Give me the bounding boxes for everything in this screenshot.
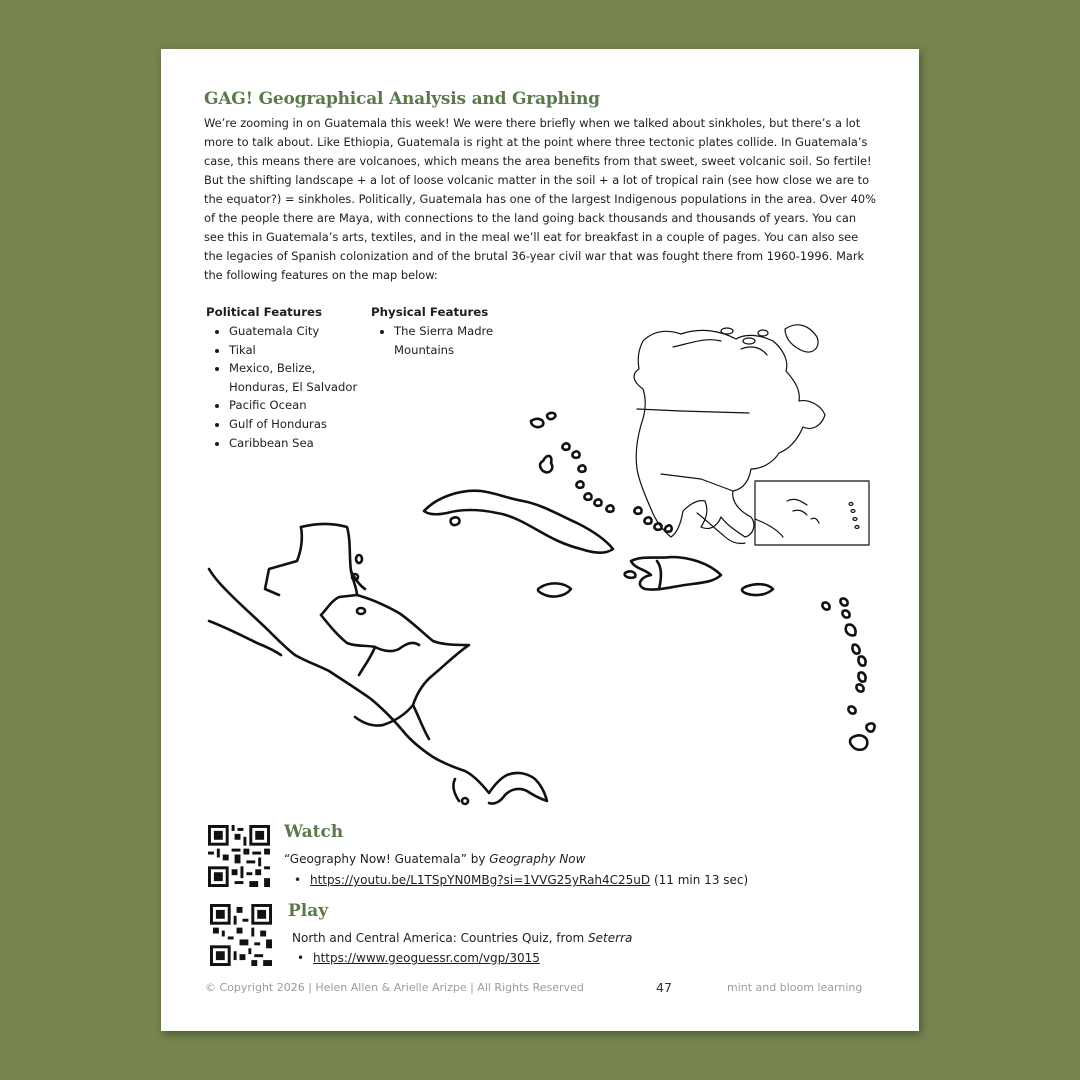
list-item: • Caribbean Sea bbox=[229, 434, 366, 453]
play-source: Seterra bbox=[588, 931, 633, 945]
watch-link-item: • https://youtu.be/L1TSpYN0MBg?si=1VVG25yRah4C25uD (11 min 13 sec) bbox=[294, 873, 749, 887]
qr-code-icon[interactable] bbox=[210, 904, 272, 966]
north-america-inset-map bbox=[634, 325, 869, 545]
page-number: 47 bbox=[656, 980, 672, 995]
list-item: • The Sierra Madre Mountains bbox=[394, 322, 511, 359]
political-features bbox=[206, 305, 366, 452]
physical-features-heading: Physical Features bbox=[371, 305, 489, 319]
watch-description bbox=[284, 852, 585, 866]
list-item: • Pacific Ocean bbox=[229, 396, 366, 415]
worksheet-page bbox=[161, 49, 919, 1031]
watch-title: “Geography Now! Guatemala” by bbox=[284, 852, 490, 866]
intro-paragraph: We’re zooming in on Guatemala this week! We were there briefly when we talked about sinkholes, but there’s a lot more to talk about. Like Ethiopia, Guatemala is right at the point where three tectonic plates collide. In Guatemala’s case, this means there are volcanoes, which means the area benefits from that sweet, sweet volcanic soil. So fertile! But the shifting landscape + a lot of loose volcanic matter in the soil + a lot of tropical rain (see how close we are to the equator?) = sinkholes. Politically, Guatemala has one of the largest Indigenous populations in the area. Over 40% of the people there are Maya, with connections to the land going back thousands and thousands of years. You can see this in Guatemala’s arts, textiles, and in the meal we’ll eat for breakfast in a couple of pages. You can also see the legacies of Spanish colonization and of the brutal 36-year civil war that was fought there from 1960-1996. Mark the following features on the map below: bbox=[204, 116, 876, 282]
central-america-caribbean-map bbox=[209, 413, 875, 804]
watch-heading: Watch bbox=[284, 822, 344, 842]
footer-brand: mint and bloom learning bbox=[727, 981, 863, 994]
play-heading: Play bbox=[288, 901, 329, 921]
qr-code-icon[interactable] bbox=[208, 825, 270, 887]
physical-features-list bbox=[371, 322, 511, 359]
footer-copyright: © Copyright 2026 | Helen Allen & Arielle Arizpe | All Rights Reserved bbox=[205, 981, 584, 994]
list-item: • Guatemala City bbox=[229, 322, 366, 341]
page-title: GAG! Geographical Analysis and Graphing bbox=[204, 89, 600, 109]
play-title: North and Central America: Countries Quiz, from bbox=[292, 931, 589, 945]
list-item: • Tikal bbox=[229, 341, 366, 360]
play-description bbox=[292, 931, 632, 945]
watch-link[interactable]: https://youtu.be/L1TSpYN0MBg?si=1VVG25yRah4C25uD bbox=[310, 873, 651, 887]
list-item: • Mexico, Belize, Honduras, El Salvador bbox=[229, 359, 366, 396]
political-features-list bbox=[206, 322, 366, 452]
physical-features bbox=[371, 305, 511, 359]
play-link[interactable]: https://www.geoguessr.com/vgp/3015 bbox=[313, 951, 540, 965]
play-link-item: • https://www.geoguessr.com/vgp/3015 bbox=[297, 951, 540, 965]
watch-duration: (11 min 13 sec) bbox=[650, 873, 749, 887]
list-item: • Gulf of Honduras bbox=[229, 415, 366, 434]
political-features-heading: Political Features bbox=[206, 305, 323, 319]
watch-source: Geography Now bbox=[489, 852, 586, 866]
